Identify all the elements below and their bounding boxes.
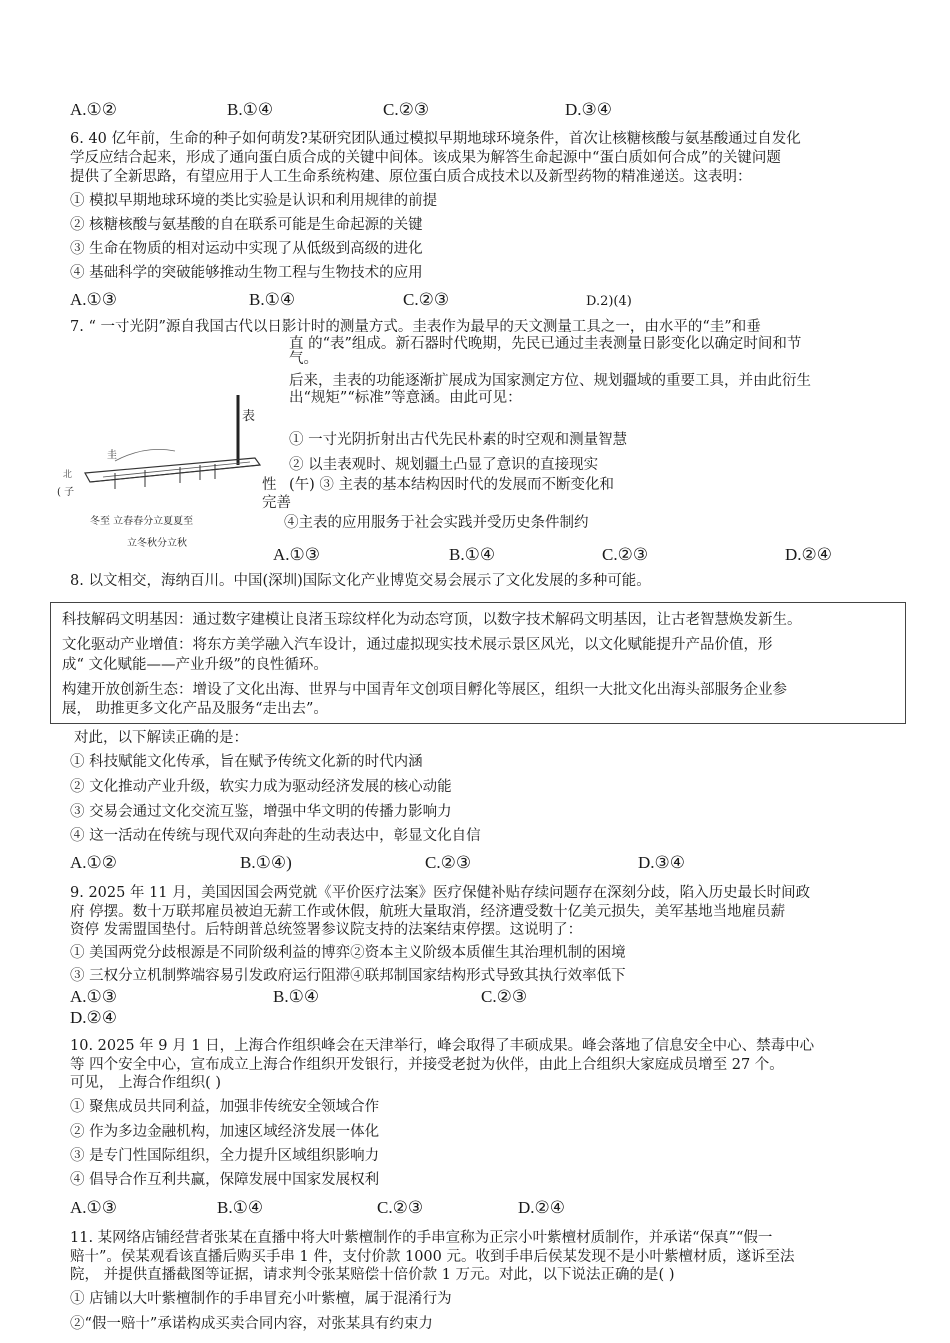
q6-option-c: C.②③ — [403, 290, 450, 309]
q8-item: ① 科技赋能文化传承，旨在赋予传统文化新的时代内涵 — [70, 754, 423, 770]
q8-option-d: D.③④ — [638, 853, 686, 872]
figure-label-north: 北 — [63, 470, 73, 480]
q8-option-a: A.①② — [70, 853, 118, 872]
q11-item: ②“假一赔十”承诺构成买卖合同内容，对张某具有约束力 — [70, 1316, 433, 1332]
q9-item: ① 美国两党分歧根源是不同阶级利益的博弈②资本主义阶级本质催生其治理机制的困境 — [70, 945, 626, 961]
q8-item: ③ 交易会通过文化交流互鉴，增强中华文明的传播力影响力 — [70, 804, 452, 820]
q11-item: ① 店铺以大叶紫檀制作的手串冒充小叶紫檀，属于混淆行为 — [70, 1291, 452, 1307]
q6-item: ① 模拟早期地球环境的类比实验是认识和利用规律的前提 — [70, 193, 438, 209]
q7-option-a: A.①③ — [273, 545, 321, 564]
q10-stem-line: 可见， 上海合作组织( ) — [70, 1075, 222, 1091]
q5-option-d: D.③④ — [565, 100, 613, 119]
q10-stem-line: 等 四个安全中心，宣布成立上海合作组织开发银行，并接受老挝为伙伴，由此上合组织大家庭成员增至 27 个。 — [70, 1057, 784, 1073]
q6-option-d: D.2)(4) — [586, 294, 632, 309]
q11-stem-line: 11. 某网络店铺经营者张某在直播中将大叶紫檀制作的手串宣称为正宗小叶紫檀材质制作，并承诺“保真”“假一 — [70, 1230, 773, 1246]
q8-box-line: 科技解码文明基因：通过数字建模让良渚玉琮纹样化为动态穹顶，以数字技术解码文明基因，让古老智慧焕发新生。 — [62, 612, 802, 628]
q7-option-c: C.②③ — [602, 545, 649, 564]
q10-option-d: D.②④ — [518, 1198, 566, 1217]
q11-stem-line: 赔十”。侯某观看该直播后购买手串 1 件，支付价款 1000 元。收到手串后侯某发现不是小叶紫檀材质，遂诉至法 — [70, 1249, 795, 1265]
q7-item: (午) ③ 主表的基本结构因时代的发展而不断变化和 — [289, 477, 615, 493]
figure-label-gui: 圭 — [107, 450, 117, 461]
q6-stem-line: 学反应结合起来，形成了通向蛋白质合成的关键中间体。该成果为解答生命起源中“蛋白质如何合成”的关键问题 — [70, 150, 781, 166]
q9-option-b: B.①④ — [273, 987, 320, 1006]
q8-prompt: 对此，以下解读正确的是： — [74, 730, 248, 746]
q10-option-b: B.①④ — [217, 1198, 264, 1217]
q8-option-c: C.②③ — [425, 853, 472, 872]
q9-option-a: A.①③ — [70, 987, 118, 1006]
q6-item: ④ 基础科学的突破能够推动生物工程与生物技术的应用 — [70, 265, 423, 281]
q7-side-text: 性 — [262, 477, 277, 493]
q7-option-b: B.①④ — [449, 545, 496, 564]
q6-stem-line: 提供了全新思路，有望应用于人工生命系统构建、原位蛋白质合成技术以及新型药物的精准递送。这表明： — [70, 169, 752, 185]
q5-option-a: A.①② — [70, 100, 118, 119]
q10-item: ① 聚焦成员共同利益，加强非传统安全领域合作 — [70, 1099, 380, 1115]
q8-item: ② 文化推动产业升级，软实力成为驱动经济发展的核心动能 — [70, 779, 452, 795]
q7-item: ① 一寸光阴折射出古代先民朴素的时空观和测量智慧 — [289, 432, 628, 448]
guibiao-figure — [55, 385, 305, 555]
q10-option-c: C.②③ — [377, 1198, 424, 1217]
q5-option-c: C.②③ — [383, 100, 430, 119]
q8-box-line: 文化驱动产业增值：将东方美学融入汽车设计，通过虚拟现实技术展示景区风光，以文化赋能提升产品价值，形 — [62, 637, 773, 653]
q7-stem-line: 直 的“表”组成。新石器时代晚期，先民已通过圭表测量日影变化以确定时间和节 — [289, 336, 802, 352]
figure-caption: 冬至 立春春分立夏夏至 — [90, 516, 194, 527]
q8-box-line: 成“ 文化赋能——产业升级”的良性循环。 — [62, 657, 328, 673]
q10-option-a: A.①③ — [70, 1198, 118, 1217]
q7-stem-line: 出“规矩”“标准”等意涵。由此可见： — [289, 390, 522, 406]
q9-stem-line: 9. 2025 年 11 月，美国因国会两党就《平价医疗法案》医疗保健补贴存续问题存在深刻分歧，陷入历史最长时间政 — [70, 885, 811, 901]
figure-label-zi: ( 子 — [57, 487, 75, 498]
q9-option-d: D.②④ — [70, 1008, 118, 1027]
q11-stem-line: 院， 并提供直播截图等证据，请求判令张某赔偿十倍价款 1 万元。对此，以下说法正确的是( ) — [70, 1267, 675, 1283]
q6-stem-line: 6. 40 亿年前，生命的种子如何萌发?某研究团队通过模拟早期地球环境条件，首次让核糖核酸与氨基酸通过自发化 — [70, 131, 801, 147]
q10-stem-line: 10. 2025 年 9 月 1 日，上海合作组织峰会在天津举行，峰会取得了丰硕成果。峰会落地了信息安全中心、禁毒中心 — [70, 1038, 815, 1054]
q6-item: ③ 生命在物质的相对运动中实现了从低级到高级的进化 — [70, 241, 423, 257]
q9-stem-line: 府 停摆。数十万联邦雇员被迫无薪工作或休假，航班大量取消，经济遭受数十亿美元损失，美军基地当地雇员薪 — [70, 904, 786, 920]
q8-box-line: 构建开放创新生态：增设了文化出海、世界与中国青年文创项目孵化等展区，组织一大批文化出海头部服务企业参 — [62, 682, 787, 698]
q6-option-b: B.①④ — [249, 290, 296, 309]
q8-option-b: B.①④) — [240, 853, 292, 872]
q7-option-d: D.②④ — [785, 545, 833, 564]
figure-caption: 立冬秋分立秋 — [127, 538, 187, 549]
q7-stem-line: 气。 — [289, 351, 318, 367]
q7-item: ② 以圭表观时、规划疆土凸显了意识的直接现实 — [289, 457, 599, 473]
q7-item: ④主表的应用服务于社会实践并受历史条件制约 — [284, 515, 589, 531]
q7-stem-line: 后来，圭表的功能逐渐扩展成为国家测定方位、规划疆域的重要工具，并由此衍生 — [289, 373, 811, 389]
q8-box-line: 展， 助推更多文化产品及服务“走出去”。 — [62, 701, 328, 717]
q9-option-c: C.②③ — [481, 987, 528, 1006]
q7-stem-line: 7. “ 一寸光阴”源自我国古代以日影计时的测量方式。圭表作为最早的天文测量工具之一，由水平的“圭”和垂 — [70, 319, 761, 335]
q8-stem: 8. 以文相交，海纳百川。中国(深圳)国际文化产业博览交易会展示了文化发展的多种可能。 — [70, 573, 651, 589]
q6-option-a: A.①③ — [70, 290, 118, 309]
q8-item: ④ 这一活动在传统与现代双向奔赴的生动表达中，彰显文化自信 — [70, 828, 481, 844]
figure-label-biao: 表 — [242, 409, 256, 424]
q10-item: ③ 是专门性国际组织，全力提升区域组织影响力 — [70, 1148, 380, 1164]
q9-stem-line: 资停 发需盟国垫付。后特朗普总统签署参议院支持的法案结束停摆。这说明了： — [70, 922, 583, 938]
q10-item: ④ 倡导合作互利共赢，保障发展中国家发展权利 — [70, 1172, 380, 1188]
q5-option-b: B.①④ — [227, 100, 274, 119]
q9-item: ③ 三权分立机制弊端容易引发政府运行阻滞④联邦制国家结构形式导致其执行效率低下 — [70, 968, 626, 984]
q6-item: ② 核糖核酸与氨基酸的自在联系可能是生命起源的关键 — [70, 217, 423, 233]
q7-side-text: 完善 — [262, 495, 291, 511]
q10-item: ② 作为多边金融机构，加速区域经济发展一体化 — [70, 1124, 380, 1140]
